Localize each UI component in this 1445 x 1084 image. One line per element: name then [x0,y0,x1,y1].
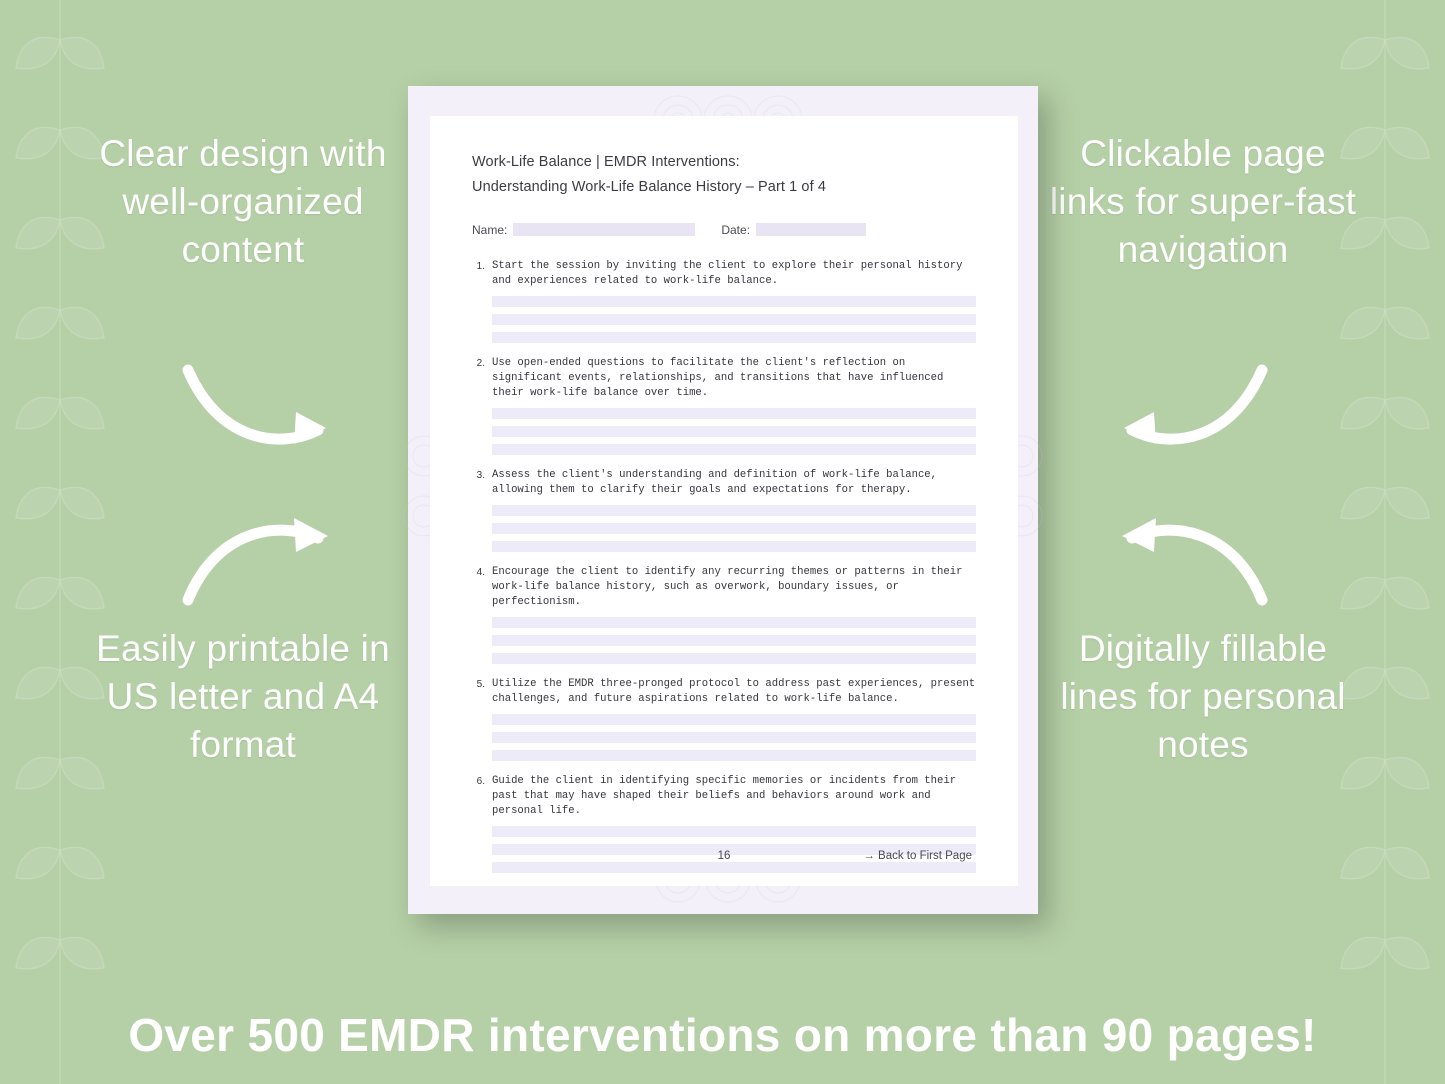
note-line[interactable] [492,505,976,516]
back-to-first-page-link[interactable]: → Back to First Page [863,850,972,862]
note-line[interactable] [492,714,976,725]
arrow-curved-left-up-icon [1102,508,1272,608]
date-input[interactable] [756,223,866,236]
promo-text-bottom-right: Digitally fillable lines for personal notes [1060,628,1346,766]
note-line[interactable] [492,617,976,628]
item-text: Assess the client's understanding and definition of work-life balance, allowing them to clarify their goals and expectations for therapy. [492,468,938,496]
item-text: Use open-ended questions to facilitate the client's reflection on significant events, relationships, and transitions that have influenced their work-life balance over time. [492,356,944,399]
note-line[interactable] [492,314,976,325]
list-item [472,259,976,343]
arrow-curved-right-up-icon [178,508,348,608]
item-text: Encourage the client to identify any recurring themes or patterns in their work-life balance history, such as overwork, boundary issues, or perfectionism. [492,565,963,609]
item-number: 1. [476,260,485,272]
note-line[interactable] [492,653,976,664]
worksheet-title-line1: Work-Life Balance | EMDR Interventions: [472,154,740,170]
list-item [472,677,976,761]
note-lines[interactable] [492,408,976,455]
note-line[interactable] [492,750,976,761]
note-line[interactable] [492,635,976,646]
name-input[interactable] [513,223,695,236]
name-label: Name: [472,222,508,237]
note-line[interactable] [492,862,976,873]
note-line[interactable] [492,541,976,552]
item-text: Start the session by inviting the client to explore their personal history and experiences related to work-life balance. [492,259,963,287]
promo-text-top-right: Clickable page links for super-fast navigation [1049,133,1357,271]
promo-text-bottom-left: Easily printable in US letter and A4 format [96,628,390,766]
arrow-curved-left-down-icon [1102,352,1272,452]
intervention-list [472,259,976,873]
list-item [472,468,976,552]
worksheet-title [472,150,976,201]
item-number: 2. [476,357,485,369]
item-text: Guide the client in identifying specific memories or incidents from their past that may have shaped their beliefs and behaviors around work and personal life. [492,775,957,818]
note-line[interactable] [492,408,976,419]
item-number: 3. [476,469,485,481]
note-line[interactable] [492,444,976,455]
document-footer [472,850,976,862]
note-line[interactable] [492,332,976,343]
arrow-curved-right-down-icon [178,352,348,452]
item-number: 5. [476,679,485,691]
note-lines[interactable] [492,505,976,552]
note-line[interactable] [492,732,976,743]
note-line[interactable] [492,523,976,534]
note-line[interactable] [492,296,976,307]
note-line[interactable] [492,826,976,837]
item-text: Utilize the EMDR three-pronged protocol to address past experiences, present challenges, and future aspirations related to work-life balance. [492,678,976,706]
bottom-banner: Over 500 EMDR interventions on more than 90 pages! [128,1009,1317,1061]
name-date-row [472,223,976,237]
worksheet-title-line2: Understanding Work-Life Balance History – Part 1 of 4 [472,179,827,196]
note-lines[interactable] [492,296,976,343]
item-number: 4. [476,566,485,578]
item-number: 6. [476,776,485,788]
date-label: Date: [721,222,751,237]
note-line[interactable] [492,426,976,437]
list-item [472,565,976,664]
promo-text-top-left: Clear design with well-organized content [99,133,387,271]
note-lines[interactable] [492,617,976,664]
page-number: 16 [717,850,731,862]
note-lines[interactable] [492,714,976,761]
worksheet-page [430,116,1018,886]
list-item [472,356,976,455]
